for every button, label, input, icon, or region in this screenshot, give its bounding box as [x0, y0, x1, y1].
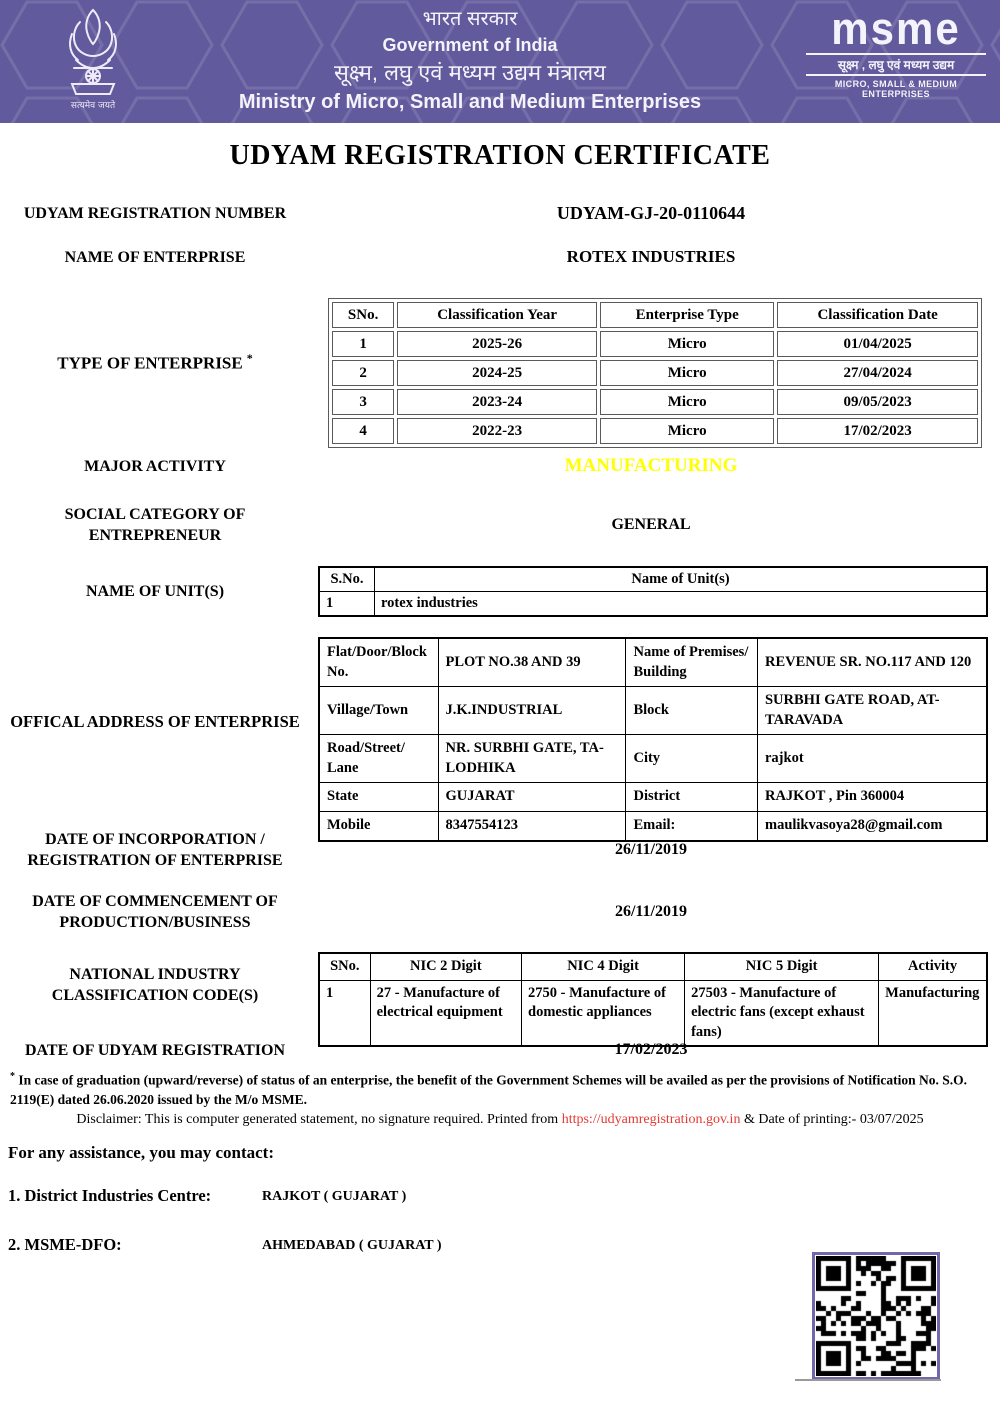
- commencement-date-label: DATE OF COMMENCEMENT OF PRODUCTION/BUSINESS: [32, 893, 278, 931]
- footnote-text: In case of graduation (upward/reverse) of status of an enterprise, the benefit of the Government Schemes will be availed as per the provisions of Notification No. S.O. 2119(E) dated 26.06.2020 issued by the M/o MSME.: [10, 1072, 968, 1108]
- table-cell: PLOT NO.38 AND 39: [438, 638, 626, 687]
- column-header: Enterprise Type: [600, 302, 774, 328]
- table-cell: Road/Street/ Lane: [319, 735, 438, 783]
- type-of-enterprise-text: TYPE OF ENTERPRISE: [57, 353, 243, 373]
- nic-label: NATIONAL INDUSTRY CLASSIFICATION CODE(S): [51, 966, 259, 1004]
- table-row: [319, 783, 987, 812]
- table-cell: Micro: [600, 389, 774, 415]
- msme-logo-acronym: msme: [831, 3, 961, 54]
- table-cell: 1: [319, 592, 375, 617]
- table-row: [332, 418, 978, 444]
- table-cell: maulikvasoya28@gmail.com: [757, 811, 987, 840]
- urn-value: UDYAM-GJ-20-0110644: [556, 202, 746, 223]
- table-cell: 2750 - Manufacture of domestic appliances: [522, 980, 685, 1046]
- column-header: SNo.: [319, 953, 370, 980]
- table-cell: 4: [332, 418, 394, 444]
- enterprise-name-label: NAME OF ENTERPRISE: [64, 248, 246, 266]
- table-cell: Name of Premises/ Building: [626, 638, 758, 687]
- table-cell: NR. SURBHI GATE, TA-LODHIKA: [438, 735, 626, 783]
- msme-logo: [806, 3, 986, 99]
- udyam-date-value: 17/02/2023: [614, 1041, 688, 1058]
- table-row: [319, 592, 987, 617]
- udyam-date-label: DATE OF UDYAM REGISTRATION: [24, 1041, 286, 1059]
- table-cell: J.K.INDUSTRIAL: [438, 687, 626, 735]
- header-titles: [150, 6, 790, 116]
- table-header-row: [319, 567, 987, 592]
- incorporation-date-label: DATE OF INCORPORATION / REGISTRATION OF ENTERPRISE: [27, 831, 283, 869]
- table-cell: 2023-24: [397, 389, 597, 415]
- disclaimer-line: [0, 1112, 1000, 1128]
- table-cell: 27 - Manufacture of electrical equipment: [370, 980, 521, 1046]
- table-cell: 01/04/2025: [777, 331, 978, 357]
- emblem-motto: सत्यमेव जयते: [70, 101, 116, 111]
- assistance-heading: For any assistance, you may contact:: [8, 1143, 274, 1162]
- table-cell: 8347554123: [438, 811, 626, 840]
- column-header: NIC 2 Digit: [370, 953, 521, 980]
- table-cell: City: [626, 735, 758, 783]
- column-header: SNo.: [332, 302, 394, 328]
- table-cell: 2025-26: [397, 331, 597, 357]
- column-header: Name of Unit(s): [375, 567, 988, 592]
- column-header: Classification Date: [777, 302, 978, 328]
- social-category-label: SOCIAL CATEGORY OF ENTREPRENEUR: [64, 506, 246, 544]
- table-cell: Micro: [600, 418, 774, 444]
- column-header: Activity: [879, 953, 987, 980]
- major-activity-value: MANUFACTURING: [564, 455, 738, 476]
- graduation-footnote: [10, 1070, 990, 1110]
- incorporation-date-value: 26/11/2019: [614, 841, 687, 858]
- table-cell: RAJKOT , Pin 360004: [757, 783, 987, 812]
- qr-code-canvas: [816, 1256, 936, 1376]
- units-label: NAME OF UNIT(S): [85, 582, 225, 600]
- table-cell: 27/04/2024: [777, 360, 978, 386]
- table-cell: 27503 - Manufacture of electric fans (except exhaust fans): [685, 980, 879, 1046]
- nic-table: [318, 952, 988, 1047]
- msme-dfo-value: AHMEDABAD ( GUJARAT ): [262, 1238, 442, 1253]
- district-industries-label: 1. District Industries Centre:: [8, 1186, 212, 1205]
- table-row: [332, 331, 978, 357]
- table-cell: Flat/Door/Block No.: [319, 638, 438, 687]
- table-header-row: [332, 302, 978, 328]
- header-banner: [0, 0, 1000, 123]
- msme-dfo-label: 2. MSME-DFO:: [8, 1235, 122, 1254]
- ministry-english: Ministry of Micro, Small and Medium Enterprises: [238, 91, 702, 113]
- gov-of-india-hindi: भारत सरकार: [422, 8, 518, 30]
- enterprise-name-value: ROTEX INDUSTRIES: [566, 247, 736, 266]
- table-row: [319, 735, 987, 783]
- table-row: [332, 360, 978, 386]
- column-header: S.No.: [319, 567, 375, 592]
- table-cell: Micro: [600, 360, 774, 386]
- table-cell: Village/Town: [319, 687, 438, 735]
- table-cell: Mobile: [319, 811, 438, 840]
- msme-logo-hindi: सूक्ष्म , लघु एवं मध्यम उद्यम: [806, 53, 986, 76]
- udyam-portal-link[interactable]: https://udyamregistration.gov.in: [561, 1112, 741, 1127]
- table-cell: REVENUE SR. NO.117 AND 120: [757, 638, 987, 687]
- qr-underline: [795, 1379, 941, 1381]
- disclaimer-suffix: & Date of printing:- 03/07/2025: [740, 1112, 924, 1127]
- district-industries-value: RAJKOT ( GUJARAT ): [262, 1189, 407, 1204]
- disclaimer-prefix: Disclaimer: This is computer generated statement, no signature required. Printed from: [76, 1112, 562, 1127]
- gov-of-india-english: Government of India: [382, 35, 558, 55]
- commencement-date-value: 26/11/2019: [614, 903, 687, 920]
- urn-label: UDYAM REGISTRATION NUMBER: [23, 204, 287, 222]
- table-row: [332, 389, 978, 415]
- table-cell: 2: [332, 360, 394, 386]
- table-cell: State: [319, 783, 438, 812]
- classification-table: [328, 298, 982, 448]
- address-table: [318, 637, 988, 842]
- table-row: [319, 687, 987, 735]
- table-cell: 3: [332, 389, 394, 415]
- type-of-enterprise-label: [0, 298, 310, 423]
- table-cell: GUJARAT: [438, 783, 626, 812]
- table-cell: District: [626, 783, 758, 812]
- table-cell: 09/05/2023: [777, 389, 978, 415]
- table-cell: 17/02/2023: [777, 418, 978, 444]
- table-cell: 2024-25: [397, 360, 597, 386]
- table-cell: SURBHI GATE ROAD, AT-TARAVADA: [757, 687, 987, 735]
- qr-code: [812, 1252, 940, 1380]
- table-cell: 2022-23: [397, 418, 597, 444]
- table-cell: rajkot: [757, 735, 987, 783]
- column-header: Classification Year: [397, 302, 597, 328]
- table-cell: 1: [332, 331, 394, 357]
- msme-logo-english: MICRO, SMALL & MEDIUM ENTERPRISES: [834, 79, 958, 99]
- social-category-value: GENERAL: [611, 516, 691, 533]
- asterisk-mark: *: [246, 350, 253, 365]
- table-row: [319, 638, 987, 687]
- table-cell: Manufacturing: [879, 980, 987, 1046]
- table-cell: Email:: [626, 811, 758, 840]
- table-header-row: [319, 953, 987, 980]
- column-header: NIC 5 Digit: [685, 953, 879, 980]
- footnote-marker: *: [10, 1071, 15, 1082]
- table-cell: Block: [626, 687, 758, 735]
- column-header: NIC 4 Digit: [522, 953, 685, 980]
- table-cell: 1: [319, 980, 370, 1046]
- india-emblem-icon: [48, 4, 138, 119]
- table-cell: Micro: [600, 331, 774, 357]
- units-table: [318, 566, 988, 617]
- address-label: OFFICAL ADDRESS OF ENTERPRISE: [10, 711, 300, 731]
- ministry-hindi: सूक्ष्म, लघु एवं मध्यम उद्यम मंत्रालय: [334, 60, 606, 85]
- table-cell: rotex industries: [375, 592, 988, 617]
- major-activity-label: MAJOR ACTIVITY: [84, 457, 226, 475]
- certificate-title: UDYAM REGISTRATION CERTIFICATE: [229, 140, 771, 171]
